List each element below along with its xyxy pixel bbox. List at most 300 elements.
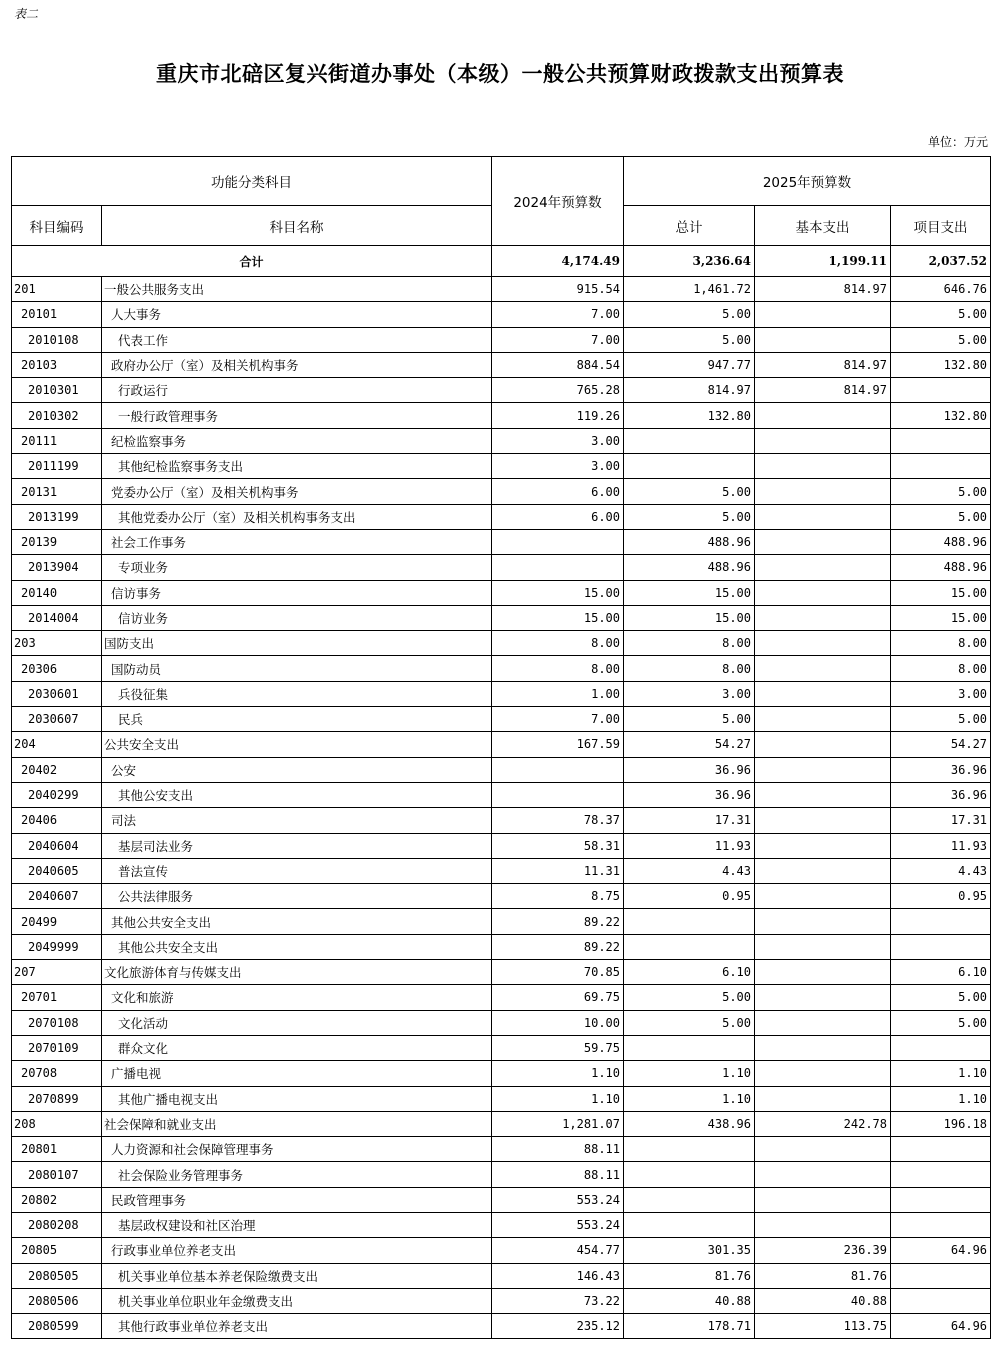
name-cell: 人力资源和社会保障管理事务 [102, 1137, 492, 1162]
table-row [12, 403, 991, 428]
budget-2025-basic-cell [755, 1010, 891, 1035]
table-row [12, 934, 991, 959]
budget-2025-basic-cell: 113.75 [755, 1314, 891, 1339]
budget-2024-cell: 884.54 [492, 352, 624, 377]
budget-2025-total-cell: 3.00 [624, 681, 755, 706]
budget-2025-project-cell: 54.27 [891, 732, 991, 757]
code-cell: 2049999 [12, 934, 102, 959]
table-row [12, 1086, 991, 1111]
budget-2025-project-cell: 15.00 [891, 605, 991, 630]
budget-2024-cell: 235.12 [492, 1314, 624, 1339]
budget-2025-total-cell: 5.00 [624, 327, 755, 352]
table-row [12, 529, 991, 554]
budget-2025-basic-cell [755, 1212, 891, 1237]
budget-2025-project-cell: 5.00 [891, 504, 991, 529]
table-row [12, 1162, 991, 1187]
budget-2025-total-cell: 15.00 [624, 605, 755, 630]
budget-2025-project-cell: 5.00 [891, 985, 991, 1010]
table-row [12, 707, 991, 732]
unit-label: 单位：万元 [927, 135, 988, 149]
budget-2025-project-cell [891, 1162, 991, 1187]
name-cell: 信访业务 [102, 605, 492, 630]
budget-2025-basic-cell [755, 858, 891, 883]
budget-2025-project-cell: 36.96 [891, 757, 991, 782]
code-cell: 2040299 [12, 782, 102, 807]
name-header: 科目名称 [102, 206, 492, 246]
table-row [12, 580, 991, 605]
code-cell: 20805 [12, 1238, 102, 1263]
budget-2025-project-cell: 8.00 [891, 631, 991, 656]
budget-2024-cell: 553.24 [492, 1187, 624, 1212]
table-row [12, 1288, 991, 1313]
budget-2025-project-cell [891, 934, 991, 959]
budget-2025-project-cell: 646.76 [891, 277, 991, 302]
budget-2024-cell: 15.00 [492, 605, 624, 630]
budget-2025-basic-cell [755, 681, 891, 706]
budget-2025-project-cell: 8.00 [891, 656, 991, 681]
budget-2025-total-cell [624, 909, 755, 934]
total-2025-basic: 1,199.11 [755, 246, 891, 277]
budget-2025-total-cell [624, 1187, 755, 1212]
budget-2025-basic-cell [755, 529, 891, 554]
table-row [12, 681, 991, 706]
name-cell: 其他公安支出 [102, 782, 492, 807]
code-cell: 2011199 [12, 454, 102, 479]
budget-2025-total-cell: 178.71 [624, 1314, 755, 1339]
code-cell: 2070108 [12, 1010, 102, 1035]
budget-2024-cell [492, 757, 624, 782]
budget-table [11, 156, 991, 1339]
name-cell: 其他纪检监察事务支出 [102, 454, 492, 479]
table-row [12, 454, 991, 479]
budget-2025-total-cell: 488.96 [624, 555, 755, 580]
budget-2025-basic-cell [755, 605, 891, 630]
budget-2024-cell: 10.00 [492, 1010, 624, 1035]
budget-2024-cell: 6.00 [492, 479, 624, 504]
budget-2025-total-cell: 11.93 [624, 833, 755, 858]
budget-2025-project-cell: 5.00 [891, 1010, 991, 1035]
budget-2025-total-cell: 5.00 [624, 504, 755, 529]
budget-2024-cell: 167.59 [492, 732, 624, 757]
table-row [12, 428, 991, 453]
table-row [12, 378, 991, 403]
budget-2025-basic-cell [755, 808, 891, 833]
code-cell: 20111 [12, 428, 102, 453]
budget-2025-header: 2025年预算数 [624, 157, 991, 206]
name-cell: 纪检监察事务 [102, 428, 492, 453]
budget-2025-project-cell: 5.00 [891, 479, 991, 504]
table-row [12, 656, 991, 681]
budget-2025-basic-cell [755, 504, 891, 529]
table-row [12, 808, 991, 833]
budget-2025-total-cell [624, 1162, 755, 1187]
basic-expenditure-header: 基本支出 [755, 206, 891, 246]
budget-2025-basic-cell [755, 707, 891, 732]
code-cell: 2070899 [12, 1086, 102, 1111]
budget-2025-project-cell: 64.96 [891, 1314, 991, 1339]
budget-2024-cell: 454.77 [492, 1238, 624, 1263]
budget-2025-basic-cell: 814.97 [755, 378, 891, 403]
budget-2025-total-cell: 0.95 [624, 884, 755, 909]
table-row [12, 277, 991, 302]
budget-2025-project-cell: 36.96 [891, 782, 991, 807]
table-body [12, 246, 991, 1339]
budget-2025-project-cell [891, 1035, 991, 1060]
budget-2025-total-cell: 438.96 [624, 1111, 755, 1136]
budget-2025-project-cell [891, 428, 991, 453]
budget-2025-total-cell [624, 1212, 755, 1237]
table-row [12, 1061, 991, 1086]
budget-2025-project-cell: 5.00 [891, 707, 991, 732]
budget-2025-basic-cell [755, 1162, 891, 1187]
code-cell: 2070109 [12, 1035, 102, 1060]
budget-2025-total-cell: 4.43 [624, 858, 755, 883]
name-cell: 群众文化 [102, 1035, 492, 1060]
budget-2025-total-cell: 15.00 [624, 580, 755, 605]
functional-classification-header: 功能分类科目 [12, 157, 492, 206]
budget-2025-total-cell: 5.00 [624, 1010, 755, 1035]
budget-2025-project-cell [891, 1137, 991, 1162]
table-tag: 表二 [14, 7, 39, 21]
budget-2025-total-cell: 40.88 [624, 1288, 755, 1313]
table-row [12, 504, 991, 529]
name-cell: 民兵 [102, 707, 492, 732]
name-cell: 社会保险业务管理事务 [102, 1162, 492, 1187]
table-row [12, 757, 991, 782]
code-cell: 2010108 [12, 327, 102, 352]
budget-2025-basic-cell [755, 909, 891, 934]
budget-2025-project-cell: 4.43 [891, 858, 991, 883]
budget-2025-total-cell [624, 1137, 755, 1162]
code-cell: 203 [12, 631, 102, 656]
budget-2025-total-cell [624, 934, 755, 959]
name-cell: 其他公共安全支出 [102, 934, 492, 959]
code-cell: 208 [12, 1111, 102, 1136]
budget-2024-cell: 7.00 [492, 707, 624, 732]
table-row [12, 1137, 991, 1162]
budget-2024-cell: 553.24 [492, 1212, 624, 1237]
page-title: 重庆市北碚区复兴街道办事处（本级）一般公共预算财政拨款支出预算表 [156, 61, 844, 86]
table-row [12, 858, 991, 883]
budget-2025-project-cell: 3.00 [891, 681, 991, 706]
table-row [12, 605, 991, 630]
budget-2025-total-cell: 814.97 [624, 378, 755, 403]
table-row [12, 1187, 991, 1212]
budget-2025-project-cell [891, 378, 991, 403]
name-cell: 行政事业单位养老支出 [102, 1238, 492, 1263]
budget-2025-basic-cell [755, 327, 891, 352]
budget-2025-total-cell [624, 454, 755, 479]
table-row [12, 1238, 991, 1263]
budget-2025-project-cell [891, 454, 991, 479]
budget-2025-basic-cell [755, 884, 891, 909]
code-cell: 207 [12, 960, 102, 985]
budget-2025-total-cell: 5.00 [624, 479, 755, 504]
name-cell: 一般公共服务支出 [102, 277, 492, 302]
table-row [12, 884, 991, 909]
budget-2025-basic-cell [755, 580, 891, 605]
table-row [12, 302, 991, 327]
budget-2025-project-cell: 1.10 [891, 1086, 991, 1111]
budget-2025-project-cell: 17.31 [891, 808, 991, 833]
table-row [12, 1263, 991, 1288]
budget-2024-cell: 78.37 [492, 808, 624, 833]
name-cell: 行政运行 [102, 378, 492, 403]
name-cell: 兵役征集 [102, 681, 492, 706]
budget-2024-cell: 8.00 [492, 656, 624, 681]
budget-2024-cell: 59.75 [492, 1035, 624, 1060]
name-cell: 国防支出 [102, 631, 492, 656]
budget-2024-cell: 89.22 [492, 909, 624, 934]
budget-2025-project-cell: 132.80 [891, 403, 991, 428]
budget-2024-cell: 7.00 [492, 302, 624, 327]
budget-2024-cell [492, 555, 624, 580]
code-cell: 2040607 [12, 884, 102, 909]
name-cell: 其他行政事业单位养老支出 [102, 1314, 492, 1339]
budget-2024-cell: 69.75 [492, 985, 624, 1010]
budget-2025-project-cell [891, 1263, 991, 1288]
code-cell: 20802 [12, 1187, 102, 1212]
budget-2025-project-cell: 196.18 [891, 1111, 991, 1136]
budget-2025-project-cell [891, 1187, 991, 1212]
name-cell: 其他党委办公厅（室）及相关机构事务支出 [102, 504, 492, 529]
budget-2025-project-cell: 15.00 [891, 580, 991, 605]
budget-2025-project-cell: 64.96 [891, 1238, 991, 1263]
code-cell: 2080505 [12, 1263, 102, 1288]
table-row [12, 985, 991, 1010]
budget-2024-cell: 146.43 [492, 1263, 624, 1288]
total-2025-total: 3,236.64 [624, 246, 755, 277]
budget-2025-basic-cell [755, 479, 891, 504]
budget-2024-cell: 73.22 [492, 1288, 624, 1313]
table-row [12, 555, 991, 580]
name-cell: 文化活动 [102, 1010, 492, 1035]
code-cell: 20499 [12, 909, 102, 934]
budget-2025-basic-cell [755, 1035, 891, 1060]
budget-2025-project-cell: 6.10 [891, 960, 991, 985]
budget-2025-project-cell [891, 1212, 991, 1237]
budget-2025-basic-cell [755, 1061, 891, 1086]
name-cell: 文化和旅游 [102, 985, 492, 1010]
code-cell: 2080506 [12, 1288, 102, 1313]
budget-2024-cell [492, 529, 624, 554]
name-cell: 普法宣传 [102, 858, 492, 883]
header-row-1 [12, 157, 991, 206]
total-row [12, 246, 991, 277]
budget-2024-cell: 1.00 [492, 681, 624, 706]
table-row [12, 833, 991, 858]
table-row [12, 1111, 991, 1136]
budget-2025-total-cell: 5.00 [624, 707, 755, 732]
budget-2024-header: 2024年预算数 [492, 157, 624, 246]
budget-2025-basic-cell: 814.97 [755, 352, 891, 377]
budget-2024-cell: 915.54 [492, 277, 624, 302]
code-cell: 2014004 [12, 605, 102, 630]
budget-2025-total-cell: 36.96 [624, 782, 755, 807]
budget-2025-total-cell: 488.96 [624, 529, 755, 554]
budget-2025-basic-cell [755, 1086, 891, 1111]
name-cell: 公安 [102, 757, 492, 782]
table-row [12, 960, 991, 985]
budget-2024-cell: 1.10 [492, 1086, 624, 1111]
budget-2024-cell: 3.00 [492, 454, 624, 479]
budget-2025-total-cell: 81.76 [624, 1263, 755, 1288]
budget-2025-total-cell: 54.27 [624, 732, 755, 757]
budget-2025-basic-cell [755, 403, 891, 428]
code-header: 科目编码 [12, 206, 102, 246]
budget-2025-basic-cell: 242.78 [755, 1111, 891, 1136]
budget-2025-project-cell: 5.00 [891, 302, 991, 327]
code-cell: 2030607 [12, 707, 102, 732]
name-cell: 其他公共安全支出 [102, 909, 492, 934]
budget-2025-basic-cell [755, 1187, 891, 1212]
budget-2024-cell: 765.28 [492, 378, 624, 403]
name-cell: 民政管理事务 [102, 1187, 492, 1212]
budget-2025-total-cell: 301.35 [624, 1238, 755, 1263]
table-row [12, 327, 991, 352]
name-cell: 信访事务 [102, 580, 492, 605]
budget-2024-cell: 89.22 [492, 934, 624, 959]
budget-2025-basic-cell [755, 454, 891, 479]
code-cell: 20406 [12, 808, 102, 833]
name-cell: 广播电视 [102, 1061, 492, 1086]
budget-2025-project-cell [891, 909, 991, 934]
table-row [12, 909, 991, 934]
budget-2025-total-cell: 36.96 [624, 757, 755, 782]
budget-2024-cell: 88.11 [492, 1162, 624, 1187]
budget-2025-basic-cell: 81.76 [755, 1263, 891, 1288]
code-cell: 2040605 [12, 858, 102, 883]
budget-2024-cell: 3.00 [492, 428, 624, 453]
budget-2025-basic-cell [755, 555, 891, 580]
table-row [12, 782, 991, 807]
name-cell: 公共法律服务 [102, 884, 492, 909]
name-cell: 党委办公厅（室）及相关机构事务 [102, 479, 492, 504]
name-cell: 司法 [102, 808, 492, 833]
code-cell: 2013199 [12, 504, 102, 529]
budget-2025-basic-cell [755, 656, 891, 681]
table-row [12, 352, 991, 377]
code-cell: 20101 [12, 302, 102, 327]
code-cell: 2040604 [12, 833, 102, 858]
budget-2025-basic-cell [755, 960, 891, 985]
code-cell: 2010302 [12, 403, 102, 428]
budget-2024-cell: 58.31 [492, 833, 624, 858]
budget-2025-project-cell [891, 1288, 991, 1313]
name-cell: 人大事务 [102, 302, 492, 327]
total-2025-project: 2,037.52 [891, 246, 991, 277]
name-cell: 社会工作事务 [102, 529, 492, 554]
budget-2025-basic-cell: 40.88 [755, 1288, 891, 1313]
name-cell: 其他广播电视支出 [102, 1086, 492, 1111]
budget-2025-project-cell: 132.80 [891, 352, 991, 377]
budget-2024-cell: 11.31 [492, 858, 624, 883]
budget-2024-cell [492, 782, 624, 807]
budget-2025-project-cell: 11.93 [891, 833, 991, 858]
budget-2025-basic-cell [755, 428, 891, 453]
table-row [12, 1035, 991, 1060]
budget-2025-total-cell [624, 428, 755, 453]
budget-2025-total-cell: 17.31 [624, 808, 755, 833]
code-cell: 20402 [12, 757, 102, 782]
code-cell: 20708 [12, 1061, 102, 1086]
budget-2025-basic-cell [755, 757, 891, 782]
name-cell: 公共安全支出 [102, 732, 492, 757]
budget-2025-basic-cell [755, 631, 891, 656]
name-cell: 政府办公厅（室）及相关机构事务 [102, 352, 492, 377]
code-cell: 2030601 [12, 681, 102, 706]
budget-2024-cell: 1.10 [492, 1061, 624, 1086]
budget-2025-basic-cell [755, 985, 891, 1010]
code-cell: 2080599 [12, 1314, 102, 1339]
budget-2024-cell: 8.75 [492, 884, 624, 909]
budget-2024-cell: 15.00 [492, 580, 624, 605]
table-row [12, 479, 991, 504]
total-header: 总计 [624, 206, 755, 246]
budget-2024-cell: 119.26 [492, 403, 624, 428]
budget-2025-total-cell [624, 1035, 755, 1060]
table-row [12, 1010, 991, 1035]
name-cell: 专项业务 [102, 555, 492, 580]
budget-2024-cell: 70.85 [492, 960, 624, 985]
budget-2025-total-cell: 947.77 [624, 352, 755, 377]
budget-2025-total-cell: 8.00 [624, 656, 755, 681]
code-cell: 20131 [12, 479, 102, 504]
name-cell: 一般行政管理事务 [102, 403, 492, 428]
budget-2024-cell: 6.00 [492, 504, 624, 529]
code-cell: 2013904 [12, 555, 102, 580]
budget-2025-basic-cell: 236.39 [755, 1238, 891, 1263]
budget-2025-total-cell: 1,461.72 [624, 277, 755, 302]
budget-2025-basic-cell [755, 732, 891, 757]
name-cell: 国防动员 [102, 656, 492, 681]
name-cell: 社会保障和就业支出 [102, 1111, 492, 1136]
code-cell: 204 [12, 732, 102, 757]
name-cell: 机关事业单位基本养老保险缴费支出 [102, 1263, 492, 1288]
table-row [12, 1212, 991, 1237]
budget-2025-project-cell: 488.96 [891, 555, 991, 580]
table-row [12, 732, 991, 757]
code-cell: 20140 [12, 580, 102, 605]
code-cell: 201 [12, 277, 102, 302]
budget-2025-total-cell: 8.00 [624, 631, 755, 656]
budget-2025-basic-cell [755, 782, 891, 807]
code-cell: 2080208 [12, 1212, 102, 1237]
code-cell: 20306 [12, 656, 102, 681]
budget-2025-total-cell: 5.00 [624, 302, 755, 327]
name-cell: 基层政权建设和社区治理 [102, 1212, 492, 1237]
code-cell: 2080107 [12, 1162, 102, 1187]
budget-2025-project-cell: 488.96 [891, 529, 991, 554]
budget-2024-cell: 8.00 [492, 631, 624, 656]
budget-2024-cell: 1,281.07 [492, 1111, 624, 1136]
budget-2025-basic-cell [755, 302, 891, 327]
budget-2025-basic-cell [755, 833, 891, 858]
budget-2024-cell: 88.11 [492, 1137, 624, 1162]
budget-2025-basic-cell: 814.97 [755, 277, 891, 302]
budget-2025-total-cell: 1.10 [624, 1061, 755, 1086]
budget-2025-total-cell: 132.80 [624, 403, 755, 428]
name-cell: 机关事业单位职业年金缴费支出 [102, 1288, 492, 1313]
budget-2025-basic-cell [755, 1137, 891, 1162]
name-cell: 文化旅游体育与传媒支出 [102, 960, 492, 985]
total-label: 合计 [12, 246, 492, 277]
code-cell: 20103 [12, 352, 102, 377]
total-2024: 4,174.49 [492, 246, 624, 277]
project-expenditure-header: 项目支出 [891, 206, 991, 246]
budget-2025-total-cell: 5.00 [624, 985, 755, 1010]
table-row [12, 1314, 991, 1339]
